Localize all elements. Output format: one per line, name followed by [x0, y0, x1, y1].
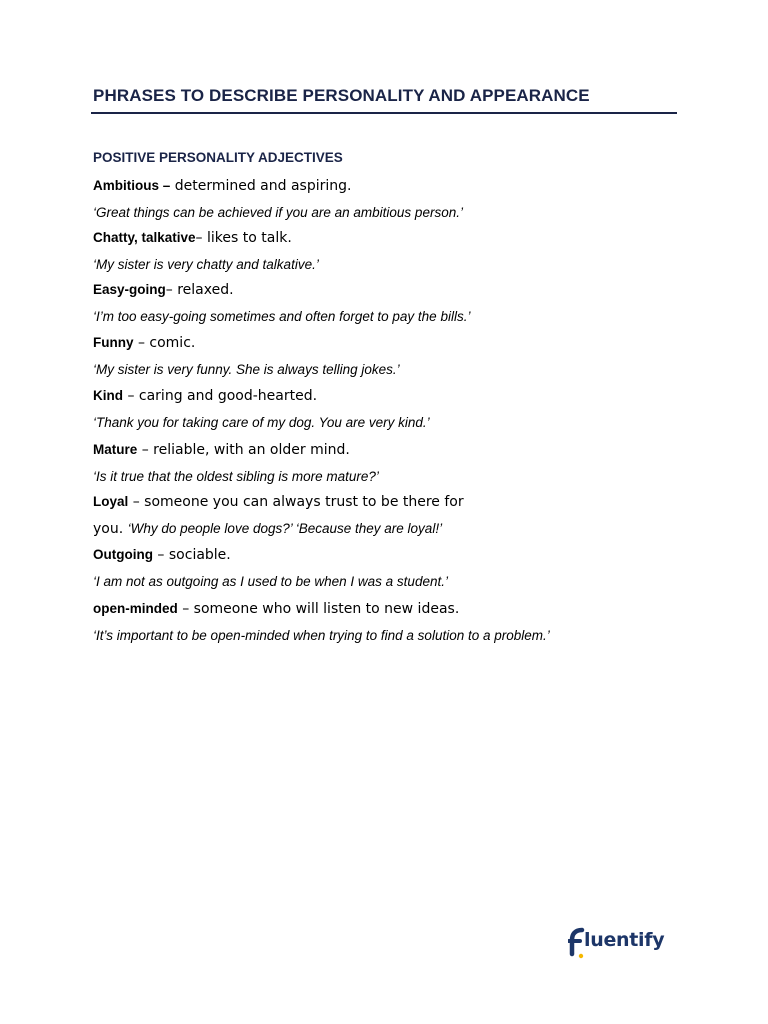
- entry-example-outgoing: [93, 572, 448, 591]
- entry-example-chatty: [93, 255, 319, 274]
- entry-example: ‘My sister is very chatty and talkative.’: [93, 257, 319, 272]
- entry-definition-continued: you.: [93, 521, 128, 537]
- entry-definition: – comic.: [133, 335, 196, 351]
- fluentify-logo: [568, 926, 664, 962]
- entry-example-kind: [93, 413, 430, 432]
- entry-definition: – sociable.: [152, 547, 231, 563]
- entry-example-ambitious: [93, 203, 463, 222]
- entry-definition-loyal-cont: [93, 519, 442, 538]
- entry-example: ‘I’m too easy-going sometimes and often forget to pay the bills.’: [93, 309, 471, 324]
- entry-definition: – likes to talk.: [195, 230, 292, 246]
- entry-example-open-minded: [93, 626, 550, 645]
- entry-example: ‘Why do people love dogs?’ ‘Because they are loyal!’: [127, 521, 443, 536]
- page-title: PHRASES TO DESCRIBE PERSONALITY AND APPEARANCE: [93, 86, 590, 105]
- entry-definition: – someone who will listen to new ideas.: [177, 601, 460, 617]
- entry-term: Ambitious –: [93, 178, 171, 193]
- entry-definition: – relaxed.: [165, 282, 234, 298]
- entry-definition: – caring and good-hearted.: [123, 388, 318, 404]
- title-divider: [91, 112, 677, 114]
- entry-example-mature: [93, 467, 379, 486]
- entry-definition: determined and aspiring.: [170, 178, 352, 194]
- entry-example: ‘It’s important to be open-minded when trying to find a solution to a problem.’: [93, 628, 550, 643]
- entry-term: Outgoing: [93, 547, 153, 562]
- entry-term: open-minded: [93, 601, 178, 616]
- entry-definition-loyal: [93, 492, 464, 511]
- entry-definition-chatty: [93, 228, 292, 247]
- entry-definition-open-minded: [93, 599, 459, 618]
- logo-text: luentify: [584, 929, 665, 951]
- entry-term: Chatty, talkative: [93, 230, 196, 245]
- entry-example-easy-going: [93, 307, 470, 326]
- entry-definition: – reliable, with an older mind.: [137, 442, 350, 458]
- entry-example: ‘Great things can be achieved if you are an ambitious person.’: [93, 205, 463, 220]
- entry-definition-outgoing: [93, 545, 231, 564]
- entry-definition-ambitious: [93, 176, 351, 195]
- entry-term: Mature: [93, 442, 138, 457]
- entry-example: ‘I am not as outgoing as I used to be when I was a student.’: [93, 574, 448, 589]
- section-heading: POSITIVE PERSONALITY ADJECTIVES: [93, 150, 343, 165]
- entry-term: Loyal: [93, 494, 129, 509]
- entry-definition: – someone you can always trust to be there for: [128, 494, 464, 510]
- entry-definition-easy-going: [93, 280, 234, 299]
- entry-example-funny: [93, 360, 400, 379]
- entry-definition-kind: [93, 386, 317, 405]
- entry-term: Easy-going: [93, 282, 166, 297]
- entry-example: ‘My sister is very funny. She is always telling jokes.’: [93, 362, 400, 377]
- entry-definition-mature: [93, 440, 350, 459]
- entry-example: ‘Is it true that the oldest sibling is more mature?’: [93, 469, 379, 484]
- entry-example: ‘Thank you for taking care of my dog. You are very kind.’: [93, 415, 430, 430]
- entry-definition-funny: [93, 333, 195, 352]
- entry-term: Funny: [93, 335, 134, 350]
- entry-term: Kind: [93, 388, 123, 403]
